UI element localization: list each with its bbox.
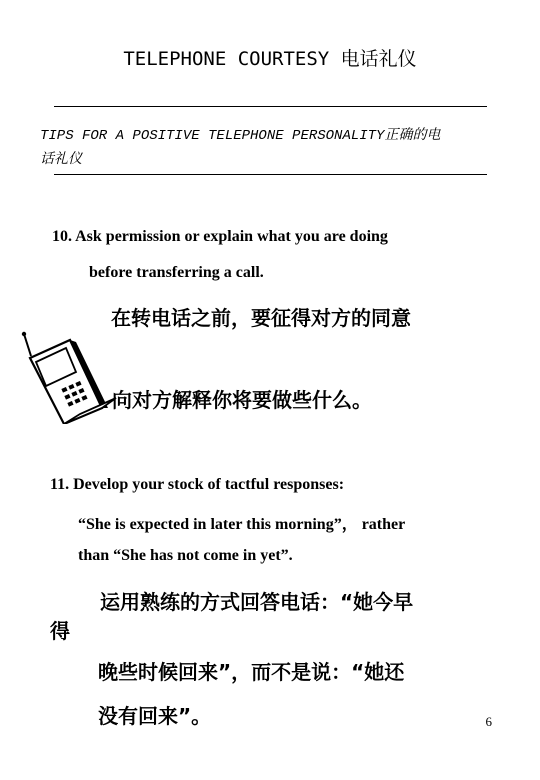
item11-en-line1: 11. Develop your stock of tactful responses: — [50, 476, 345, 493]
item11-en-line3: than “She has not come in yet”. — [78, 547, 293, 564]
tips-heading — [40, 124, 440, 172]
page-title: TELEPHONE COURTESY 电话礼仪 — [123, 48, 417, 70]
mobile-phone-icon — [18, 328, 118, 424]
divider-bottom — [54, 174, 487, 175]
tips-heading-line1: TIPS FOR A POSITIVE TELEPHONE PERSONALITY正确的电 — [40, 128, 441, 144]
item11-zh-line3: 没有回来”。 — [98, 704, 212, 728]
item10-zh-line2: 向对方解释你将要做些什么。 — [112, 388, 372, 412]
item10-zh-line1: 在转电话之前，要征得对方的同意 — [111, 306, 411, 330]
item11-zh-line2: 晚些时候回来”，而不是说：“她还 — [98, 660, 405, 684]
tips-heading-line2: 话礼仪 — [40, 152, 82, 168]
page-number: 6 — [485, 714, 492, 729]
item11-zh-line1-wrap: 得 — [50, 619, 70, 643]
item11-en-line2: “She is expected in later this morning”， rather — [78, 516, 406, 533]
item10-en-line1: 10. Ask permission or explain what you are doing — [52, 228, 388, 245]
divider-top — [54, 106, 487, 107]
item10-en-line2: before transferring a call. — [89, 264, 264, 281]
item11-zh-line1: 运用熟练的方式回答电话：“她今早 — [100, 590, 414, 614]
